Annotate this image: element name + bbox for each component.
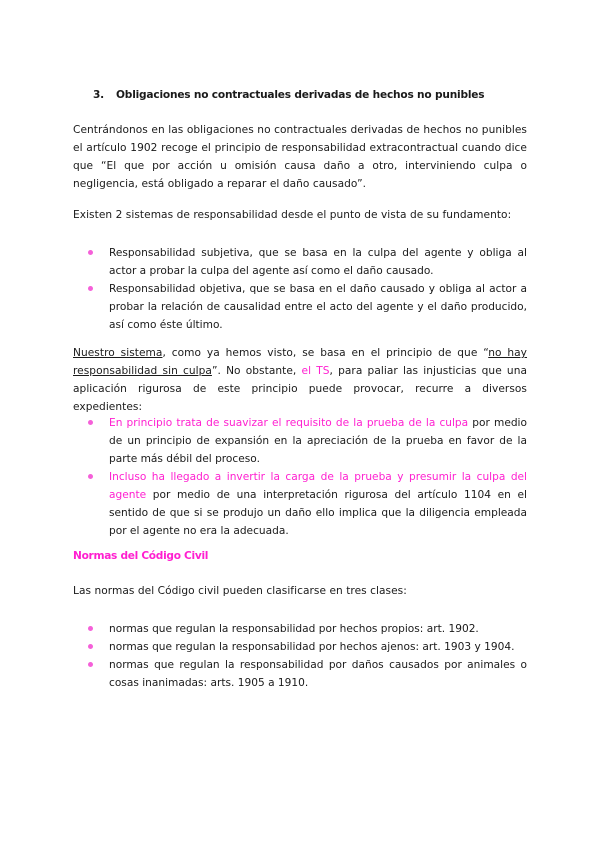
nuestro-sistema-paragraph [73,344,527,416]
list-item [73,638,527,656]
systems-intro: Existen 2 sistemas de responsabilidad desde el punto de vista de su fundamento: [73,209,512,221]
list-item [73,414,527,468]
section-number: 3. [93,89,104,101]
systems-list [73,244,527,334]
list-item [73,620,527,638]
norma-text: normas que regulan la responsabilidad por daños causados por animales o cosas inanimadas: arts. 1905 a 1910. [109,659,527,689]
bullet-icon [88,420,93,425]
system-objetiva: Responsabilidad objetiva, que se basa en el daño causado y obliga al actor a probar la relación de causalidad entre el acto del agente y el daño producido, así como éste último. [109,283,527,331]
nuestro-text-3: , para paliar las injusticias que una aplicación rigurosa de este principio puede provocar, recurre a diversos expedientes: [73,365,527,413]
system-subjetiva: Responsabilidad subjetiva, que se basa en la culpa del agente y obliga al actor a probar la culpa del agente así como el daño causado. [109,247,527,277]
intro-paragraph: Centrándonos en las obligaciones no contractuales derivadas de hechos no punibles el artículo 1902 recoge el principio de responsabilidad extracontractual cuando dice que “El que por acción u omisión causa daño a otro, interviniendo culpa o negligencia, está obligado a reparar el daño causado”. [73,124,527,190]
list-item [73,244,527,280]
bullet-icon [88,474,93,479]
expediente-text: por medio de una interpretación rigurosa del artículo 1104 en el sentido de que si se produjo un daño ello implica que la diligencia empleada por el agente no era la adecuada. [109,489,527,537]
nuestro-text-2: ”. No obstante, [211,365,302,377]
expediente-highlight: En principio trata de suavizar el requisito de la prueba de la culpa [109,417,469,429]
bullet-icon [88,250,93,255]
expediente-text: por medio de un principio de expansión en la apreciación de la prueba en favor de la parte más débil del proceso. [109,417,527,465]
normas-heading: Normas del Código Civil [73,550,209,562]
ts-text: el TS [301,365,330,377]
normas-intro: Las normas del Código civil pueden clasificarse en tres clases: [73,585,407,597]
bullet-icon [88,626,93,631]
principle-text: no hay responsabilidad sin culpa [73,347,528,377]
section-heading [93,89,484,101]
expedientes-list [73,414,527,540]
bullet-icon [88,644,93,649]
expediente-highlight: Incluso ha llegado a invertir la carga de la prueba y presumir la culpa del agente [109,471,527,501]
list-item [73,468,527,540]
bullet-icon [88,286,93,291]
list-item [73,656,527,692]
nuestro-sistema-label: Nuestro sistema [73,347,163,359]
section-title: Obligaciones no contractuales derivadas de hechos no punibles [116,89,485,101]
norma-text: normas que regulan la responsabilidad por hechos ajenos: art. 1903 y 1904. [109,641,515,653]
nuestro-text-1: , como ya hemos visto, se basa en el principio de que “ [162,347,489,359]
list-item [73,280,527,334]
norma-text: normas que regulan la responsabilidad por hechos propios: art. 1902. [109,623,479,635]
bullet-icon [88,662,93,667]
normas-list [73,620,527,692]
